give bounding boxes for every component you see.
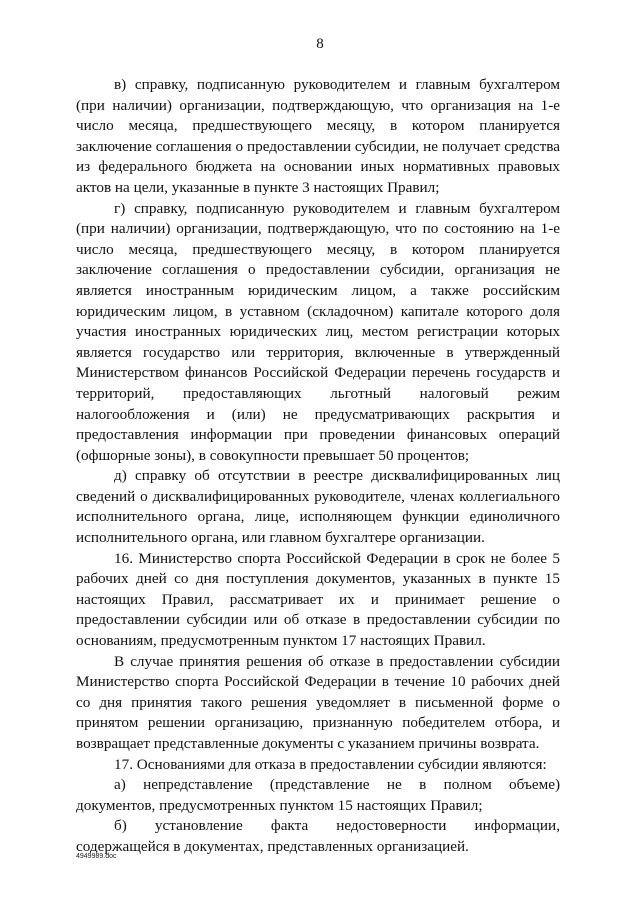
- paragraph-17: 17. Основаниями для отказа в предоставлении субсидии являются:: [114, 755, 547, 773]
- document-body: [76, 75, 560, 858]
- paragraph-g: г) справку, подписанную руководителем и главным бухгалтером (при наличии) организации, подтверждающую, что по состоянию на 1-е число месяца, предшествующего месяцу, в котором планируется заключение соглашения о предоставлении субсидии, организация не является иностранным юридическим лицом, а также российским юридическим лицом, в уставном (складочном) капитале которого доля участия иностранных юридических лиц, местом регистрации которых является государство или территория, включенные в утвержденный Министерством финансов Российской Федерации перечень государств и территорий, предоставляющих льготный налоговый режим налогообложения и (или) не предусматривающих раскрытия и предоставления информации при проведении финансовых операций (офшорные зоны), в совокупности превышает 50 процентов;: [76, 199, 560, 464]
- paragraph-refusal: В случае принятия решения об отказе в предоставлении субсидии Министерство спорта Российской Федерации в течение 10 рабочих дней со дня принятия такого решения уведомляет в письменной форме о принятом решении организацию, признанную победителем отбора, и возвращает представленные документы с указанием причины возврата.: [76, 652, 560, 752]
- paragraph-16: 16. Министерство спорта Российской Федерации в срок не более 5 рабочих дней со дня поступления документов, указанных в пункте 15 настоящих Правил, рассматривает их и принимает решение о предоставлении субсидии или об отказе в предоставлении субсидии по основаниям, предусмотренным пунктом 17 настоящих Правил.: [76, 549, 560, 650]
- paragraph-17b: б) установление факта недостоверности информации, содержащейся в документах, представленных организацией.: [76, 817, 560, 855]
- paragraph-v: в) справку, подписанную руководителем и главным бухгалтером (при наличии) организации, подтверждающую, что организация на 1-е число месяца, предшествующего месяцу, в котором планируется заключение соглашения о предоставлении субсидии, не получает средства из федерального бюджета на основании иных нормативных правовых актов на цели, указанные в пункте 3 настоящих Правил;: [76, 76, 560, 196]
- paragraph-d: д) справку об отсутствии в реестре дисквалифицированных лиц сведений о дисквалифицированных руководителе, членах коллегиального исполнительного органа, лице, исполняющем функции единоличного исполнительного органа, или главном бухгалтере организации.: [76, 467, 560, 547]
- document-filename: 4949989.doc: [76, 853, 117, 860]
- paragraph-17a: а) непредставление (представление не в полном объеме) документов, предусмотренных пунктом 15 настоящих Правил;: [76, 776, 560, 814]
- page-number: 8: [316, 36, 324, 52]
